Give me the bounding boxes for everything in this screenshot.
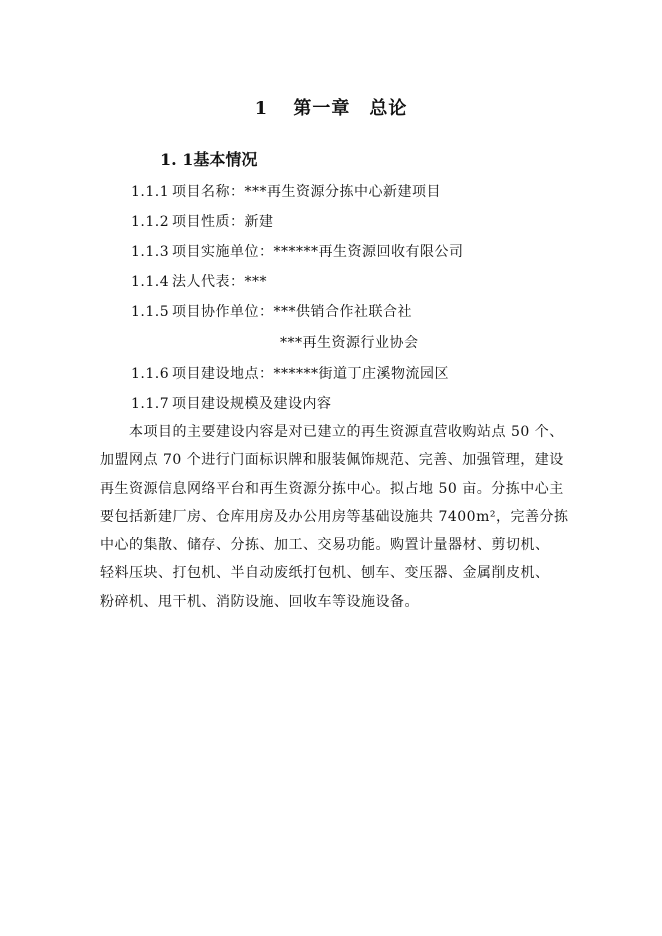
item-text: 项目性质：新建	[172, 214, 274, 230]
item-number: 1.1.6	[131, 366, 170, 382]
item-number: 1.1.3	[131, 244, 170, 260]
body-paragraph	[100, 418, 590, 616]
item-text: 项目建设地点：******街道丁庄溪物流园区	[172, 366, 449, 382]
chapter-heading	[0, 94, 662, 120]
item-number: 1.1.5	[131, 304, 170, 320]
list-item	[131, 363, 449, 383]
item-number: 1.1.1	[131, 184, 170, 200]
paragraph-line: 要包括新建厂房、仓库用房及办公用房等基础设施共 7400m²，完善分拣	[100, 508, 569, 525]
item-text: 项目协作单位：***供销合作社联合社	[172, 304, 412, 320]
list-item	[131, 271, 267, 291]
item-number: 1.1.7	[131, 396, 170, 412]
item-number: 1.1.2	[131, 214, 170, 230]
paragraph-line: 粉碎机、甩干机、消防设施、回收车等设施设备。	[100, 593, 419, 610]
list-item	[131, 301, 412, 321]
list-item	[131, 181, 441, 201]
list-item-continuation: ***再生资源行业协会	[280, 335, 419, 351]
section-heading: 1. 1基本情况	[160, 150, 258, 169]
list-item	[131, 211, 274, 231]
item-text: 项目实施单位：******再生资源回收有限公司	[172, 244, 464, 260]
list-item	[131, 393, 332, 413]
item-text: 项目建设规模及建设内容	[172, 396, 332, 412]
chapter-number: 1	[254, 98, 269, 119]
item-text: 项目名称：***再生资源分拣中心新建项目	[172, 184, 441, 200]
paragraph-line: 轻料压块、打包机、半自动废纸打包机、刨车、变压器、金属削皮机、	[100, 565, 550, 582]
paragraph-line: 中心的集散、储存、分拣、加工、交易功能。购置计量器材、剪切机、	[100, 537, 550, 554]
list-item	[131, 241, 464, 261]
item-number: 1.1.4	[131, 274, 170, 290]
paragraph-line: 本项目的主要建设内容是对已建立的再生资源直营收购站点 50 个、	[100, 424, 564, 440]
paragraph-line: 再生资源信息网络平台和再生资源分拣中心。拟占地 50 亩。分拣中心主	[100, 480, 564, 497]
paragraph-line: 加盟网点 70 个进行门面标识牌和服装佩饰规范、完善、加强管理，建设	[100, 452, 564, 469]
item-text: 法人代表：***	[172, 274, 267, 290]
chapter-title: 第一章 总论	[293, 98, 408, 119]
